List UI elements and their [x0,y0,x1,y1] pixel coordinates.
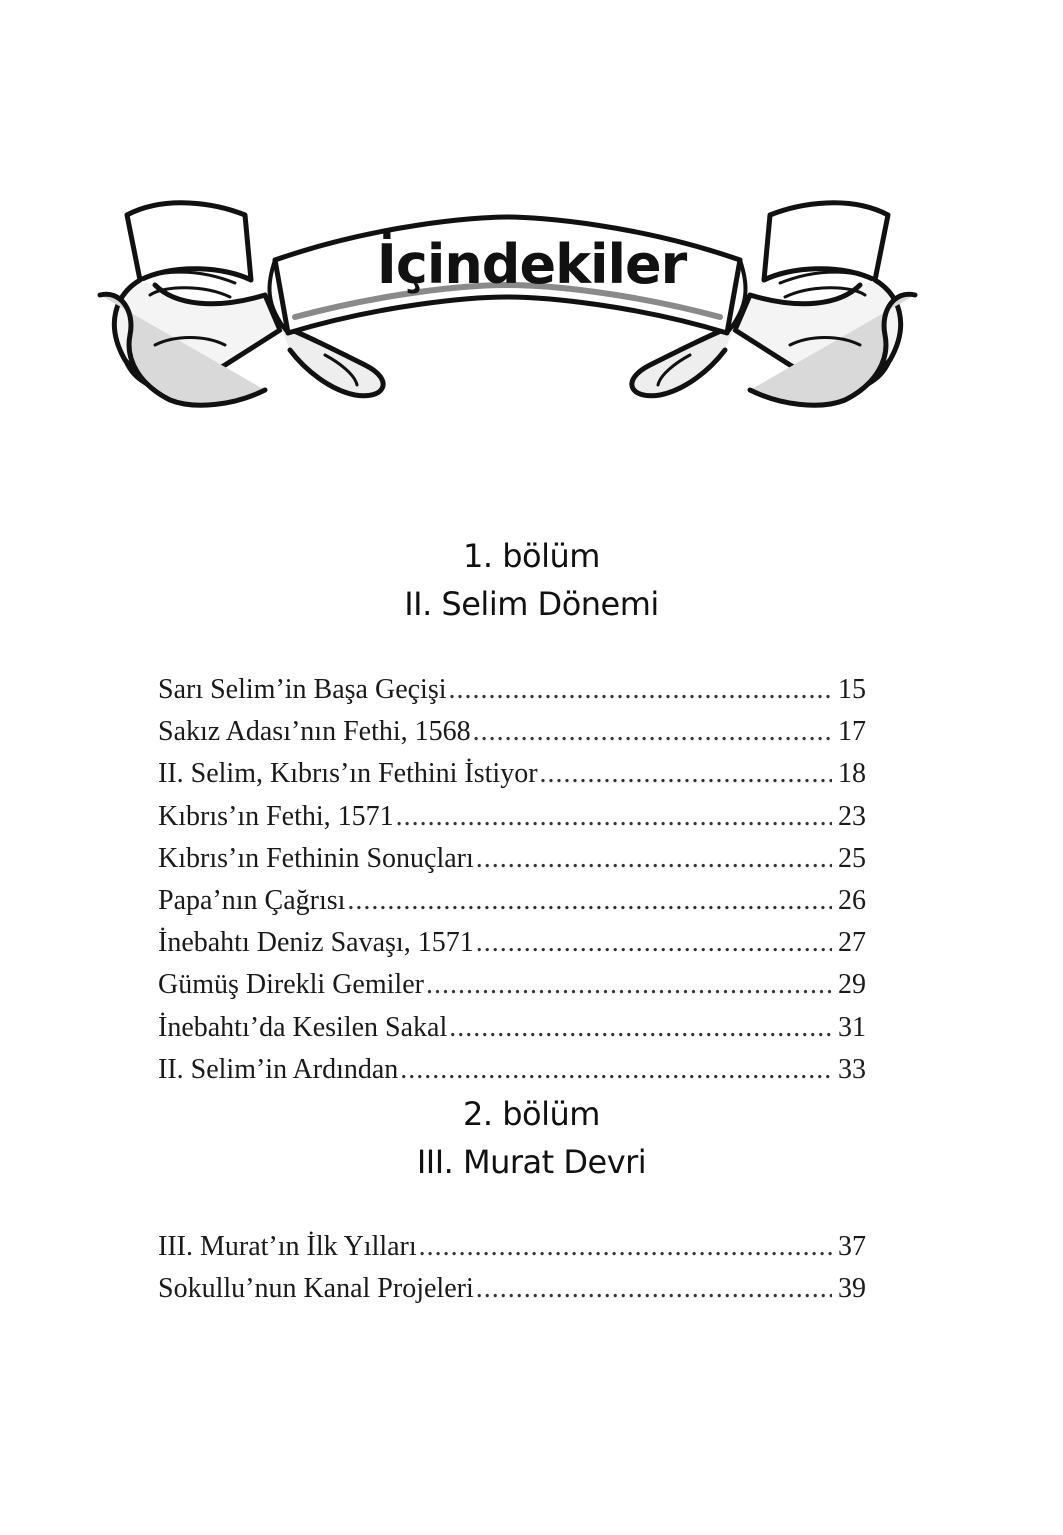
toc-entry[interactable] [158,1268,866,1310]
toc-entry[interactable] [158,753,866,795]
dot-leader [419,1226,832,1268]
toc-entry-page: 33 [838,1053,866,1085]
dot-leader [540,753,832,795]
dot-leader [476,922,832,964]
toc-entry[interactable] [158,880,866,922]
toc-entry-page: 31 [838,1011,866,1043]
toc-entry[interactable] [158,669,866,711]
toc-entry-page: 15 [838,674,866,705]
toc-entry-page: 25 [838,842,866,874]
toc-entry[interactable] [158,1049,866,1091]
dot-leader [347,880,832,922]
dot-leader [476,838,832,880]
chapter-name: II. Selim Dönemi [404,585,659,623]
toc-entry-title: Sokullu’nun Kanal Projeleri [158,1273,474,1305]
chapter-heading [0,532,1063,628]
dot-leader [473,711,832,753]
toc-entry-page: 39 [838,1273,866,1305]
dot-leader [426,964,832,1006]
toc-entry-title: İnebahtı Deniz Savaşı, 1571 [158,927,474,959]
toc-entry-title: Papa’nın Çağrısı [158,884,346,916]
toc-entry-title: Sarı Selim’in Başa Geçişi [158,674,447,705]
toc-entry-page: 37 [838,1231,866,1262]
toc-entry-title: III. Murat’ın İlk Yılları [158,1231,417,1262]
toc-list [158,669,866,1091]
toc-entry[interactable] [158,922,866,964]
toc-entry[interactable] [158,1007,866,1049]
toc-entry[interactable] [158,1226,866,1268]
chapter-number: 1. bölüm [463,537,600,575]
chapter-name: III. Murat Devri [416,1143,647,1181]
dot-leader [476,1268,832,1310]
page-title: İçindekiler [376,233,687,296]
dot-leader [449,1007,832,1049]
toc-entry-title: Gümüş Direkli Gemiler [158,969,424,1001]
toc-entry-page: 27 [838,927,866,959]
toc-entry-title: Kıbrıs’ın Fethi, 1571 [158,800,394,832]
dot-leader [396,796,832,838]
toc-entry[interactable] [158,711,866,753]
toc-entry-title: Kıbrıs’ın Fethinin Sonuçları [158,842,474,874]
toc-entry-title: İnebahtı’da Kesilen Sakal [158,1011,448,1043]
chapter-number: 2. bölüm [463,1095,600,1133]
dot-leader [400,1049,832,1091]
toc-entry[interactable] [158,838,866,880]
toc-entry-page: 26 [838,884,866,916]
toc-entry-page: 29 [838,969,866,1001]
toc-entry-page: 18 [838,758,866,790]
chapter-heading [0,1090,1063,1186]
toc-entry[interactable] [158,796,866,838]
toc-entry-page: 23 [838,800,866,832]
toc-entry-title: Sakız Adası’nın Fethi, 1568 [158,716,471,748]
toc-list [158,1226,866,1310]
toc-entry-title: II. Selim’in Ardından [158,1053,399,1085]
toc-entry[interactable] [158,964,866,1006]
toc-entry-title: II. Selim, Kıbrıs’ın Fethini İstiyor [158,758,538,790]
scroll-ribbon-banner-icon [95,185,920,420]
dot-leader [449,669,832,711]
toc-entry-page: 17 [838,716,866,748]
